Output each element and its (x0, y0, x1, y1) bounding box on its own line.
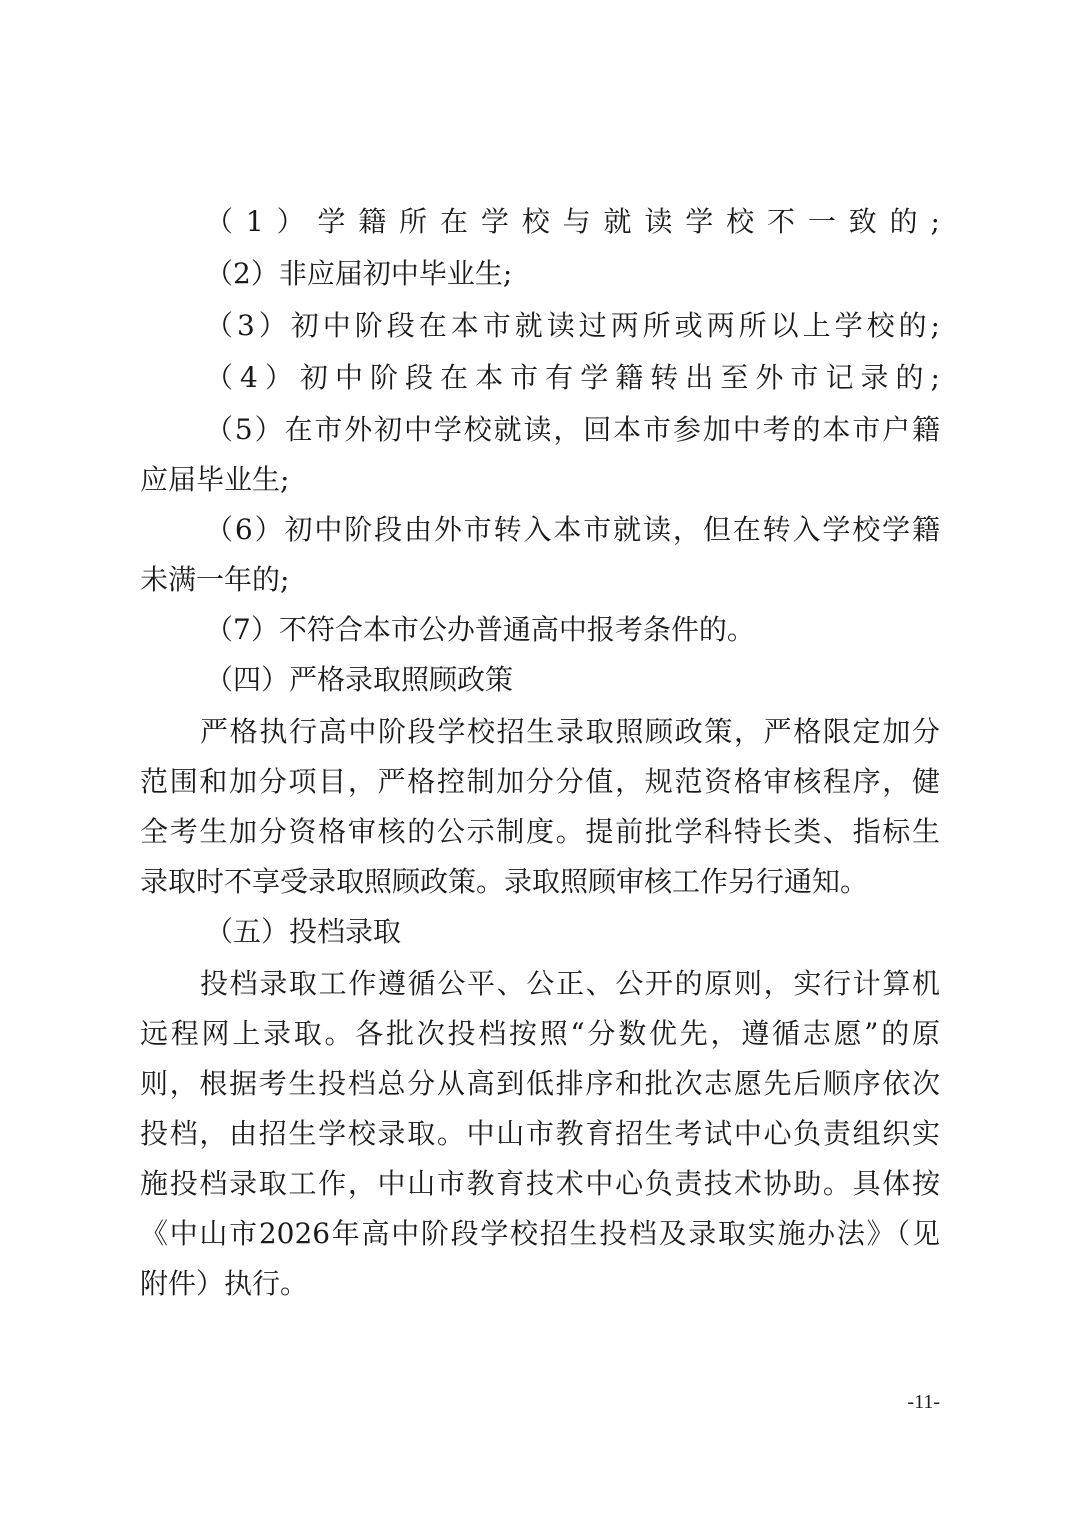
list-item-3: （3）初中阶段在本市就读过两所或两所以上学校的; (205, 309, 940, 342)
paragraph-line: 录取时不享受录取照顾政策。录取照顾审核工作另行通知。 (140, 865, 869, 898)
list-item-7: （7）不符合本市公办普通高中报考条件的。 (205, 613, 755, 646)
paragraph-line: 全考生加分资格审核的公示制度。提前批学科特长类、指标生 (140, 815, 940, 848)
section-heading-5: （五）投档录取 (205, 915, 402, 948)
paragraph-line: 则，根据考生投档总分从高到低排序和批次志愿先后顺序依次 (140, 1067, 940, 1100)
paragraph-line: 附件）执行。 (140, 1267, 309, 1300)
list-item-5-cont: 应届毕业生; (140, 463, 290, 496)
list-item-1: （1）学籍所在学校与就读学校不一致的; (205, 205, 940, 238)
paragraph-line: 范围和加分项目，严格控制加分分值，规范资格审核程序，健 (140, 765, 940, 798)
paragraph-line: 严格执行高中阶段学校招生录取照顾政策，严格限定加分 (200, 715, 940, 748)
paragraph-line: 远程网上录取。各批次投档按照“分数优先，遵循志愿”的原 (140, 1017, 940, 1050)
paragraph-line: 《中山市2026年高中阶段学校招生投档及录取实施办法》（见 (140, 1217, 940, 1250)
paragraph-line: 投档，由招生学校录取。中山市教育招生考试中心负责组织实 (140, 1117, 940, 1150)
list-item-4: （4）初中阶段在本市有学籍转出至外市记录的; (205, 361, 940, 394)
list-item-5: （5）在市外初中学校就读，回本市参加中考的本市户籍 (205, 413, 940, 446)
list-item-6: （6）初中阶段由外市转入本市就读，但在转入学校学籍 (205, 513, 940, 546)
paragraph-line: 施投档录取工作，中山市教育技术中心负责技术协助。具体按 (140, 1167, 940, 1200)
list-item-6-cont: 未满一年的; (140, 563, 290, 596)
paragraph-line: 投档录取工作遵循公平、公正、公开的原则，实行计算机 (200, 967, 940, 1000)
list-item-2: （2）非应届初中毕业生; (205, 257, 513, 290)
page-number: -11- (907, 1391, 940, 1413)
section-heading-4: （四）严格录取照顾政策 (205, 663, 514, 696)
